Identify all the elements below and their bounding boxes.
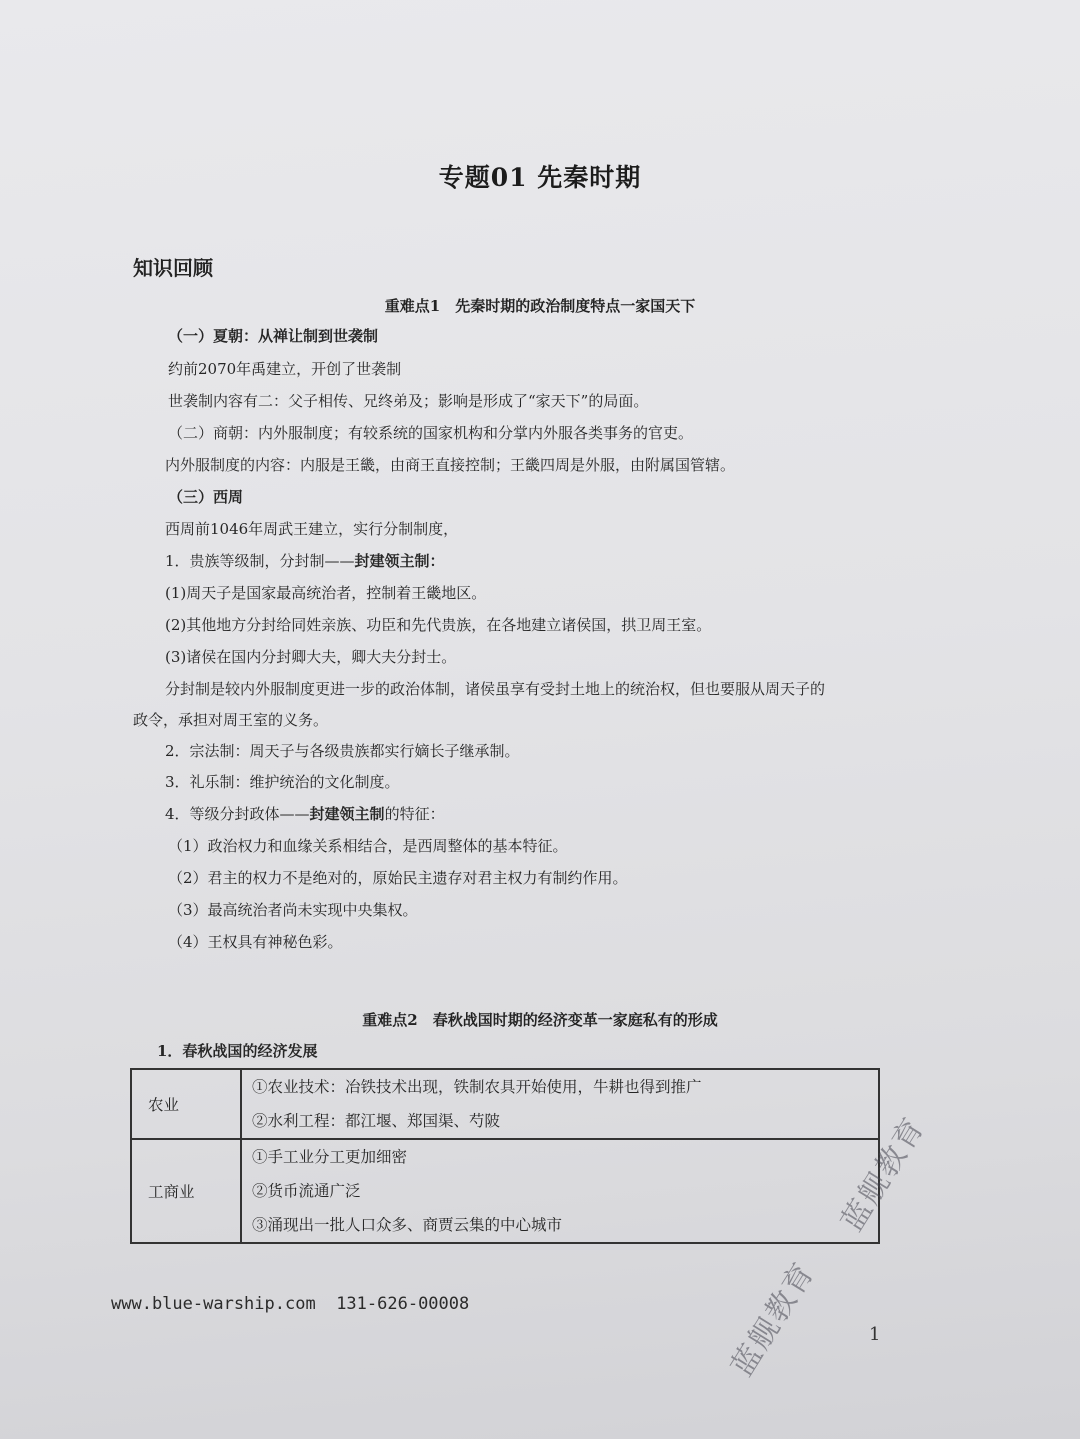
list-item: （4）王权具有神秘色彩。 xyxy=(168,933,343,951)
table-item: ②货币流通广泛 xyxy=(252,1182,361,1200)
table-category: 工商业 xyxy=(131,1139,241,1243)
table-item: ②水利工程：都江堰、郑国渠、芍陂 xyxy=(252,1112,501,1130)
footer-contact xyxy=(111,1294,469,1314)
text-segment: 4．等级分封政体—— xyxy=(165,805,310,823)
key-point-1-heading: 重难点1 先秦时期的政治制度特点一家国天下 xyxy=(384,297,696,315)
text-line: 分封制是较内外服制度更进一步的政治体制，诸侯虽享有受封土地上的统治权，但也要服从周天子的 xyxy=(165,680,826,698)
list-item: (1)周天子是国家最高统治者，控制着王畿地区。 xyxy=(165,584,487,602)
watermark: 蓝舰教育 xyxy=(724,1255,823,1383)
economy-subheading: 1．春秋战国的经济发展 xyxy=(157,1042,318,1060)
xia-heading: （一）夏朝：从禅让制到世袭制 xyxy=(168,327,379,345)
page-number: 1 xyxy=(869,1324,881,1345)
key-point-2-heading: 重难点2 春秋战国时期的经济变革一家庭私有的形成 xyxy=(362,1011,718,1029)
footer-phone: 131-626-00008 xyxy=(336,1294,470,1314)
table-item: ③涌现出一批人口众多、商贾云集的中心城市 xyxy=(252,1216,563,1234)
table-items xyxy=(241,1139,879,1243)
list-item xyxy=(165,803,445,824)
text-line: 约前2070年禹建立，开创了世袭制 xyxy=(168,360,402,378)
text-line: 政令，承担对周王室的义务。 xyxy=(133,711,329,729)
list-item: （3）最高统治者尚未实现中央集权。 xyxy=(168,901,418,919)
table-item: ①手工业分工更加细密 xyxy=(252,1148,408,1166)
list-item: (3)诸侯在国内分封卿大夫，卿大夫分封士。 xyxy=(165,648,457,666)
table-row xyxy=(131,1139,879,1243)
text-segment: 的特征： xyxy=(384,805,445,823)
table-item: ①农业技术：冶铁技术出现，铁制农具开始使用，牛耕也得到推广 xyxy=(252,1078,702,1096)
bold-term: 封建领主制 xyxy=(309,805,385,823)
list-item: （1）政治权力和血缘关系相结合，是西周整体的基本特征。 xyxy=(168,837,568,855)
table-category: 农业 xyxy=(131,1069,241,1139)
watermark: 蓝舰教育 xyxy=(834,1110,933,1238)
page-title: 专题01 先秦时期 xyxy=(438,163,642,192)
list-item: (2)其他地方分封给同姓亲族、功臣和先代贵族，在各地建立诸侯国，拱卫周王室。 xyxy=(165,616,712,634)
table-items xyxy=(241,1069,879,1139)
text-segment: 1．贵族等级制，分封制—— xyxy=(165,552,355,570)
section-heading: 知识回顾 xyxy=(133,256,213,280)
text-line: 世袭制内容有二：父子相传、兄终弟及；影响是形成了“家天下”的局面。 xyxy=(168,392,649,410)
text-line xyxy=(165,550,445,571)
text-line: 内外服制度的内容：内服是王畿，由商王直接控制；王畿四周是外服，由附属国管辖。 xyxy=(165,456,736,474)
list-item: （2）君主的权力不是绝对的，原始民主遗存对君主权力有制约作用。 xyxy=(168,869,628,887)
footer-website: www.blue-warship.com xyxy=(111,1294,316,1314)
western-zhou-heading: （三）西周 xyxy=(168,488,244,506)
list-item: 2．宗法制：周天子与各级贵族都实行嫡长子继承制。 xyxy=(165,742,520,760)
list-item: 3．礼乐制：维护统治的文化制度。 xyxy=(165,773,400,791)
shang-line: （二）商朝：内外服制度；有较系统的国家机构和分掌内外服各类事务的官吏。 xyxy=(168,424,694,442)
table-row xyxy=(131,1069,879,1139)
bold-term: 封建领主制： xyxy=(354,552,445,570)
text-line: 西周前1046年周武王建立，实行分制制度， xyxy=(165,520,459,538)
economy-table xyxy=(130,1068,880,1244)
